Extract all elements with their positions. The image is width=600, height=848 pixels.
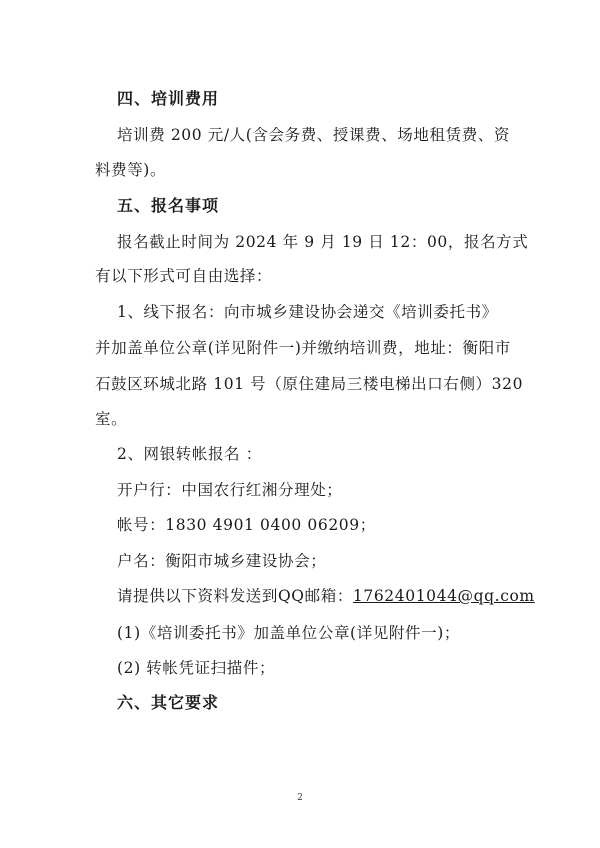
section-5-heading: 五、报名事项	[117, 196, 220, 215]
offline-line-1: 1、线下报名：向市城乡建设协会递交《培训委托书》	[117, 303, 498, 321]
deadline-line-2: 有以下形式可自由选择：	[95, 267, 273, 285]
email-line	[0, 586, 600, 606]
offline-line-3: 石鼓区环城北路 101 号（原住建局三楼电梯出口右侧）320	[95, 375, 524, 393]
email-link[interactable]: 1762401044@qq.com	[352, 587, 535, 605]
page-number: 2	[297, 793, 303, 803]
deadline-line-1: 报名截止时间为 2024 年 9 月 19 日 12：00，报名方式	[117, 233, 529, 251]
section-6-heading: 六、其它要求	[117, 693, 220, 712]
account-name-line: 户名：衡阳市城乡建设协会；	[117, 552, 327, 570]
fee-line-1: 培训费 200 元/人(含会务费、授课费、场地租赁费、资	[117, 126, 511, 144]
requirement-item-2: (2) 转帐凭证扫描件；	[117, 659, 276, 677]
requirement-item-1: (1)《培训委托书》加盖单位公章(详见附件一)；	[117, 624, 460, 642]
bank-line: 开户行：中国农行红湘分理处；	[117, 481, 343, 499]
account-line: 帐号：1830 4901 0400 06209；	[117, 516, 376, 534]
fee-line-2: 料费等)。	[95, 161, 167, 179]
online-heading: 2、网银转帐报名 ：	[117, 445, 262, 463]
email-prefix: 请提供以下资料发送到QQ邮箱：	[117, 587, 353, 605]
offline-line-2: 并加盖单位公章(详见附件一)并缴纳培训费，地址：衡阳市	[95, 339, 511, 357]
offline-line-4: 室。	[95, 410, 128, 428]
section-4-heading: 四、培训费用	[117, 89, 220, 108]
